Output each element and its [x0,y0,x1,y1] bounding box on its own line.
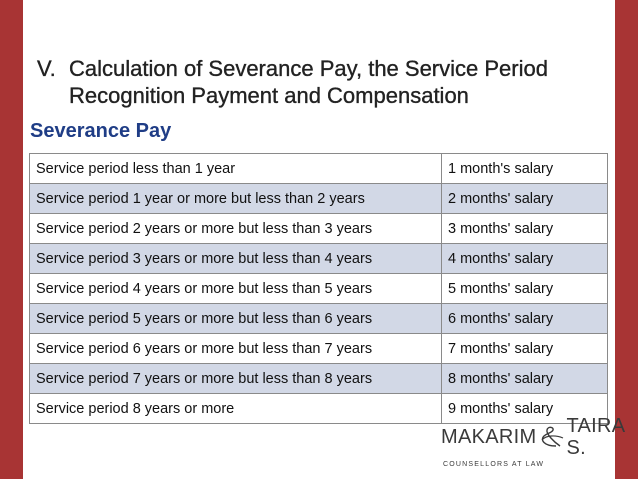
service-period-cell: Service period 2 years or more but less than 3 years [30,214,442,244]
service-period-cell: Service period 8 years or more [30,394,442,424]
service-period-cell: Service period 3 years or more but less than 4 years [30,244,442,274]
right-accent-bar [615,0,638,479]
severance-amount-cell: 2 months' salary [442,184,608,214]
service-period-cell: Service period 1 year or more but less than 2 years [30,184,442,214]
table-row [30,184,608,214]
service-period-cell: Service period less than 1 year [30,154,442,184]
table-row [30,154,608,184]
firm-logo [441,415,638,468]
title-line-2: Recognition Payment and Compensation [69,83,469,108]
severance-amount-cell: 7 months' salary [442,334,608,364]
service-period-cell: Service period 5 years or more but less than 6 years [30,304,442,334]
severance-amount-cell: 8 months' salary [442,364,608,394]
severance-amount-cell: 9 months' salary [442,394,608,424]
service-period-cell: Service period 4 years or more but less than 5 years [30,274,442,304]
severance-amount-cell: 3 months' salary [442,214,608,244]
service-period-cell: Service period 7 years or more but less than 8 years [30,364,442,394]
logo-name-left: MAKARIM [441,426,537,448]
title-number: V. [37,56,56,81]
table-row [30,364,608,394]
title-line-1: Calculation of Severance Pay, the Service Period [69,56,548,81]
logo-tagline: COUNSELLORS AT LAW [443,461,545,468]
section-subtitle: Severance Pay [30,120,172,142]
slide-title [37,55,617,109]
table-row [30,304,608,334]
severance-amount-cell: 6 months' salary [442,304,608,334]
table-row [30,244,608,274]
table-row [30,334,608,364]
severance-amount-cell: 5 months' salary [442,274,608,304]
ampersand-logo-icon [536,426,566,448]
left-accent-bar [0,0,23,479]
severance-amount-cell: 1 month's salary [442,154,608,184]
table-row [30,274,608,304]
table-row [30,214,608,244]
severance-pay-table [29,153,608,424]
severance-amount-cell: 4 months' salary [442,244,608,274]
logo-name-right: TAIRA S. [566,415,625,459]
service-period-cell: Service period 6 years or more but less than 7 years [30,334,442,364]
